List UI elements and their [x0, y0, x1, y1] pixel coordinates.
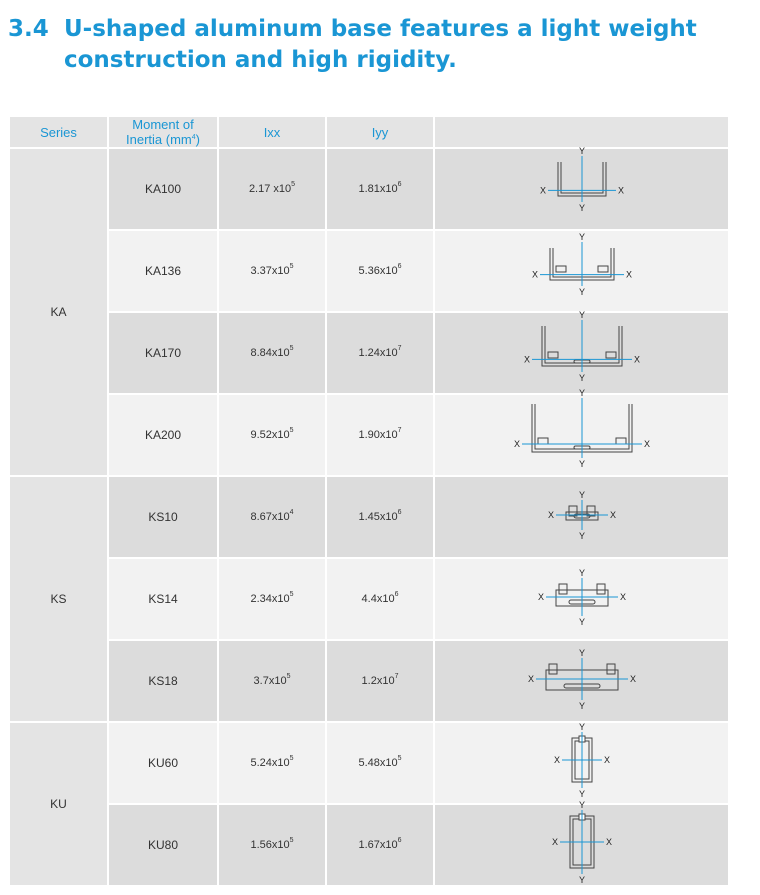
cross-section-profile-icon [492, 145, 672, 226]
x-axis-label: X [551, 836, 558, 847]
iyy-value: 1.24x10 [358, 347, 398, 359]
heading-line-1: U-shaped aluminum base features a light weight [64, 16, 697, 42]
x-axis-label: X [537, 591, 544, 602]
x-axis-label: X [643, 438, 650, 449]
model-cell: KA200 [108, 394, 218, 476]
header-moment-exponent: 4 [191, 134, 196, 141]
iyy-exponent: 5 [397, 755, 402, 762]
ixx-exponent: 5 [289, 427, 294, 434]
iyy-cell [326, 394, 434, 476]
table-row [10, 312, 728, 394]
iyy-value: 5.36x10 [358, 265, 398, 277]
y-axis-label: Y [578, 874, 585, 885]
ixx-value: 8.67x10 [250, 511, 290, 523]
ixx-exponent: 4 [289, 509, 294, 516]
x-axis-label: X [609, 509, 616, 520]
iyy-cell [326, 476, 434, 558]
heading-line-2: construction and high rigidity. [64, 47, 457, 73]
profile-diagram-cell [434, 558, 728, 640]
cross-section-profile-icon [492, 387, 672, 472]
iyy-exponent: 7 [397, 345, 402, 352]
iyy-value: 1.2x10 [361, 675, 395, 687]
ixx-exponent: 5 [289, 837, 294, 844]
y-axis-label: Y [578, 202, 585, 213]
series-cell: KU [10, 722, 108, 886]
ixx-value: 3.7x10 [253, 675, 287, 687]
iyy-value: 4.4x10 [361, 593, 395, 605]
section-heading [8, 14, 697, 76]
iyy-cell [326, 558, 434, 640]
ixx-value: 2.34x10 [250, 593, 290, 605]
iyy-exponent: 6 [397, 181, 402, 188]
x-axis-label: X [523, 353, 530, 364]
header-moment-of-inertia [108, 117, 218, 148]
ixx-exponent: 5 [289, 345, 294, 352]
y-axis-label: Y [578, 145, 585, 156]
ixx-cell [218, 476, 326, 558]
table-row [10, 394, 728, 476]
y-axis-label: Y [578, 387, 585, 398]
header-diagram [434, 117, 728, 148]
ixx-cell [218, 804, 326, 886]
iyy-cell [326, 148, 434, 230]
series-cell: KS [10, 476, 108, 722]
iyy-cell [326, 640, 434, 722]
header-moment-line-2: Inertia (mm [126, 132, 192, 147]
ixx-exponent: 5 [291, 181, 296, 188]
model-cell: KS18 [108, 640, 218, 722]
profile-diagram-cell [434, 476, 728, 558]
x-axis-label: X [619, 591, 626, 602]
x-axis-label: X [629, 673, 636, 684]
table-row [10, 230, 728, 312]
y-axis-label: Y [578, 799, 585, 810]
model-cell: KU80 [108, 804, 218, 886]
ixx-cell [218, 640, 326, 722]
cross-section-profile-icon [492, 309, 672, 390]
profile-diagram-cell [434, 722, 728, 804]
x-axis-label: X [531, 269, 538, 280]
cross-section-profile-icon [492, 721, 672, 800]
table-body [10, 145, 728, 886]
iyy-exponent: 6 [397, 509, 402, 516]
moment-of-inertia-table [10, 117, 728, 887]
profile-diagram-cell [434, 387, 728, 476]
table-row [10, 476, 728, 558]
y-axis-label: Y [578, 647, 585, 658]
profile-diagram-cell [434, 309, 728, 394]
model-cell: KA100 [108, 148, 218, 230]
iyy-value: 5.48x10 [358, 757, 398, 769]
ixx-value: 8.84x10 [250, 347, 290, 359]
cross-section-profile-icon [492, 232, 672, 308]
ixx-cell [218, 558, 326, 640]
model-cell: KA136 [108, 230, 218, 312]
table-row [10, 640, 728, 722]
y-axis-label: Y [578, 700, 585, 711]
ixx-value: 1.56x10 [250, 839, 290, 851]
model-cell: KA170 [108, 312, 218, 394]
iyy-cell [326, 804, 434, 886]
iyy-value: 1.67x10 [358, 839, 398, 851]
header-moment-close: ) [195, 132, 200, 147]
x-axis-label: X [547, 509, 554, 520]
table-row [10, 722, 728, 804]
y-axis-label: Y [578, 458, 585, 469]
profile-diagram-cell [434, 799, 728, 886]
header-series: Series [10, 117, 108, 148]
iyy-value: 1.81x10 [358, 183, 398, 195]
iyy-value: 1.90x10 [358, 429, 398, 441]
y-axis-label: Y [578, 231, 585, 242]
ixx-value: 5.24x10 [250, 757, 290, 769]
iyy-exponent: 6 [397, 263, 402, 270]
header-moment-line-1: Moment of [132, 117, 194, 132]
ixx-exponent: 5 [289, 755, 294, 762]
x-axis-label: X [513, 438, 520, 449]
x-axis-label: X [617, 184, 624, 195]
cross-section-profile-icon [492, 799, 672, 885]
profile-diagram-cell [434, 230, 728, 312]
iyy-exponent: 7 [394, 673, 399, 680]
table-row [10, 558, 728, 640]
model-cell: KS10 [108, 476, 218, 558]
section-number: 3.4 [8, 16, 49, 42]
iyy-exponent: 6 [397, 837, 402, 844]
profile-diagram-cell [434, 145, 728, 230]
x-axis-label: X [553, 754, 560, 765]
header-iyy: Iyy [326, 117, 434, 148]
x-axis-label: X [605, 836, 612, 847]
iyy-exponent: 6 [394, 591, 399, 598]
iyy-cell [326, 230, 434, 312]
ixx-value: 9.52x10 [250, 429, 290, 441]
iyy-cell [326, 312, 434, 394]
table-row [10, 148, 728, 230]
x-axis-label: X [625, 269, 632, 280]
ixx-exponent: 5 [289, 263, 294, 270]
y-axis-label: Y [578, 286, 585, 297]
ixx-cell [218, 394, 326, 476]
y-axis-label: Y [578, 372, 585, 383]
y-axis-label: Y [578, 721, 585, 732]
y-axis-label: Y [578, 309, 585, 320]
ixx-cell [218, 230, 326, 312]
x-axis-label: X [539, 184, 546, 195]
ixx-exponent: 5 [286, 673, 291, 680]
table-row [10, 804, 728, 886]
cross-section-profile-icon [492, 478, 672, 554]
y-axis-label: Y [578, 489, 585, 500]
model-cell: KU60 [108, 722, 218, 804]
y-axis-label: Y [578, 530, 585, 541]
iyy-cell [326, 722, 434, 804]
cross-section-profile-icon [492, 642, 672, 718]
cross-section-profile-icon [492, 560, 672, 636]
x-axis-label: X [603, 754, 610, 765]
y-axis-label: Y [578, 567, 585, 578]
iyy-value: 1.45x10 [358, 511, 398, 523]
y-axis-label: Y [578, 788, 585, 799]
ixx-exponent: 5 [289, 591, 294, 598]
ixx-cell [218, 722, 326, 804]
iyy-exponent: 7 [397, 427, 402, 434]
ixx-value: 3.37x10 [250, 265, 290, 277]
ixx-value: 2.17 x10 [248, 183, 292, 195]
ixx-cell [218, 148, 326, 230]
ixx-cell [218, 312, 326, 394]
model-cell: KS14 [108, 558, 218, 640]
x-axis-label: X [633, 353, 640, 364]
series-cell: KA [10, 148, 108, 476]
x-axis-label: X [527, 673, 534, 684]
header-ixx: Ixx [218, 117, 326, 148]
y-axis-label: Y [578, 616, 585, 627]
table-header-row [10, 117, 728, 148]
profile-diagram-cell [434, 640, 728, 722]
